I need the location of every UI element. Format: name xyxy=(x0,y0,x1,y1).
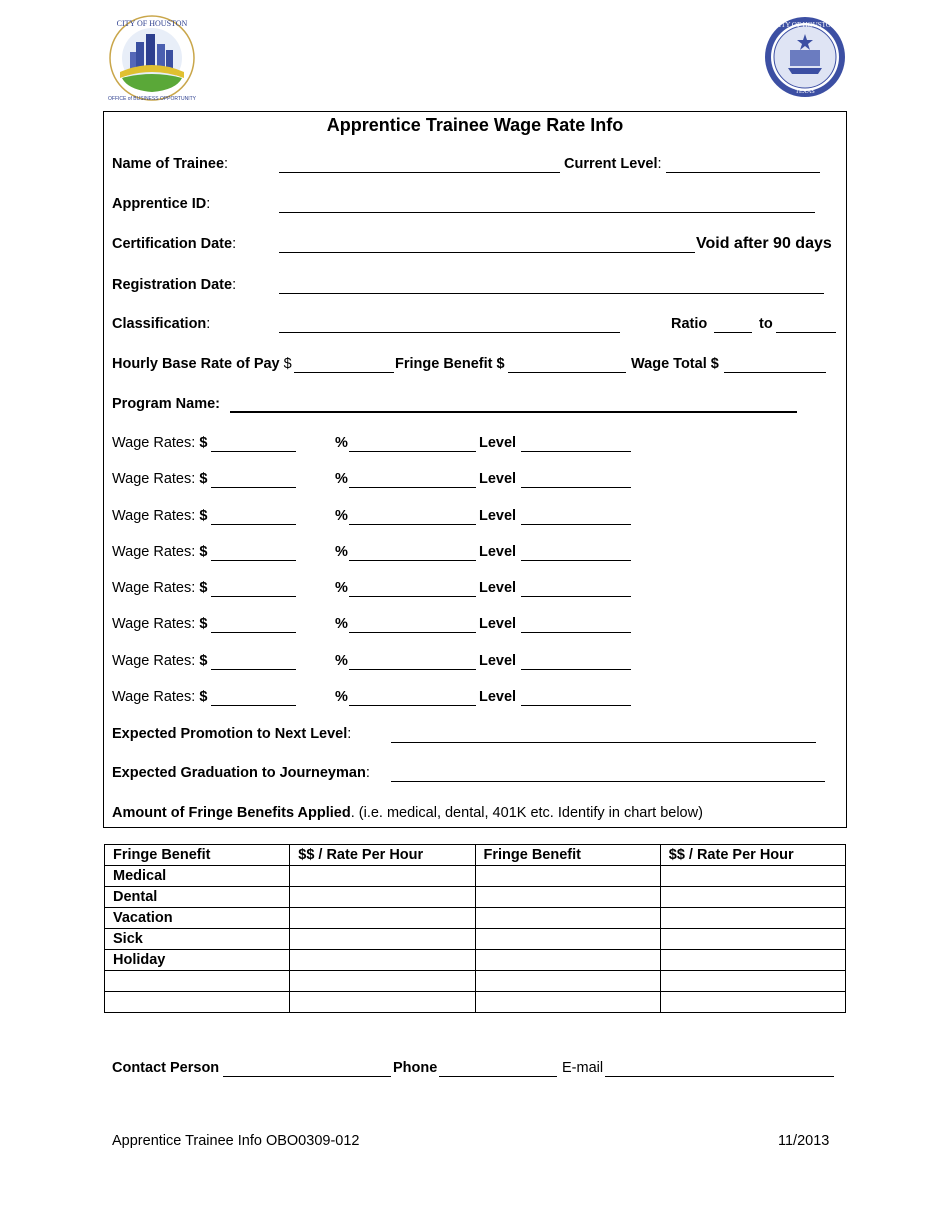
current-level-row: Current Level: xyxy=(564,156,662,172)
wage-rate-row: Wage Rates: $ % Level xyxy=(0,580,950,600)
form-date: 11/2013 xyxy=(778,1133,830,1149)
rate-cell[interactable] xyxy=(660,929,845,950)
percent-field[interactable] xyxy=(349,584,476,597)
percent-label: % xyxy=(335,471,348,487)
table-row xyxy=(105,866,846,887)
wage-rate-row: Wage Rates: $ % Level xyxy=(0,653,950,673)
rate-cell[interactable] xyxy=(660,950,845,971)
wage-rate-field[interactable] xyxy=(211,620,296,633)
apprentice-id-field[interactable] xyxy=(279,200,815,213)
form-id: Apprentice Trainee Info OBO0309-012 xyxy=(112,1133,360,1149)
ratio-to-field[interactable] xyxy=(776,320,836,333)
wage-rates-label: Wage Rates: xyxy=(112,435,196,451)
hourly-base-rate-row: Hourly Base Rate of Pay $ xyxy=(112,356,292,372)
ratio-to-label: to xyxy=(759,316,773,332)
fringe-benefit-cell[interactable] xyxy=(475,887,660,908)
certification-date-row: Certification Date: xyxy=(112,236,237,252)
program-name-field[interactable] xyxy=(230,399,797,413)
fringe-benefit-cell: Medical xyxy=(105,866,290,887)
wage-rate-field[interactable] xyxy=(211,657,296,670)
wage-rate-row: Wage Rates: $ % Level xyxy=(0,471,950,491)
percent-field[interactable] xyxy=(349,439,476,452)
svg-text:CITY OF HOUSTON: CITY OF HOUSTON xyxy=(774,21,836,29)
percent-label: % xyxy=(335,508,348,524)
rate-cell[interactable] xyxy=(660,866,845,887)
level-label: Level xyxy=(479,544,517,560)
wage-rate-field[interactable] xyxy=(211,584,296,597)
wage-rate-row: Wage Rates: $ % Level xyxy=(0,435,950,455)
percent-field[interactable] xyxy=(349,693,476,706)
percent-field[interactable] xyxy=(349,548,476,561)
level-field[interactable] xyxy=(521,548,631,561)
rate-cell[interactable] xyxy=(660,908,845,929)
wage-rate-row: Wage Rates: $ % Level xyxy=(0,544,950,564)
rate-cell[interactable] xyxy=(290,866,475,887)
classification-field[interactable] xyxy=(279,320,620,333)
form-title: Apprentice Trainee Wage Rate Info xyxy=(326,115,624,135)
wage-rate-field[interactable] xyxy=(211,439,296,452)
wage-rate-field[interactable] xyxy=(211,548,296,561)
column-header: Fringe Benefit xyxy=(105,845,290,866)
name-of-trainee-field[interactable] xyxy=(279,160,560,173)
fringe-benefit-cell[interactable] xyxy=(475,908,660,929)
percent-field[interactable] xyxy=(349,512,476,525)
level-label: Level xyxy=(479,653,517,669)
column-header: Fringe Benefit xyxy=(475,845,660,866)
column-header: $$ / Rate Per Hour xyxy=(660,845,845,866)
level-label: Level xyxy=(479,508,517,524)
current-level-field[interactable] xyxy=(666,160,820,173)
expected-promotion-field[interactable] xyxy=(391,730,816,743)
registration-date-row: Registration Date: xyxy=(112,277,237,293)
expected-graduation-field[interactable] xyxy=(391,769,825,782)
contact-row: Contact Person xyxy=(112,1060,220,1076)
rate-cell[interactable] xyxy=(660,971,845,992)
wage-rates-label: Wage Rates: xyxy=(112,689,196,705)
level-field[interactable] xyxy=(521,475,631,488)
percent-label: % xyxy=(335,435,348,451)
table-row xyxy=(105,971,846,992)
level-field[interactable] xyxy=(521,439,631,452)
level-field[interactable] xyxy=(521,620,631,633)
phone-label: Phone xyxy=(393,1060,438,1076)
wage-rates-label: Wage Rates: xyxy=(112,616,196,632)
form-frame xyxy=(103,111,847,828)
hourly-base-rate-field[interactable] xyxy=(294,360,394,373)
percent-label: % xyxy=(335,689,348,705)
percent-field[interactable] xyxy=(349,657,476,670)
wage-total-field[interactable] xyxy=(724,360,826,373)
level-label: Level xyxy=(479,580,517,596)
level-label: Level xyxy=(479,471,517,487)
program-name-label: Program Name: xyxy=(112,396,220,412)
fringe-benefit-cell: Sick xyxy=(105,929,290,950)
rate-cell[interactable] xyxy=(290,950,475,971)
level-label: Level xyxy=(479,435,517,451)
fringe-benefit-cell: Holiday xyxy=(105,950,290,971)
email-label: E-mail xyxy=(562,1060,604,1076)
fringe-benefit-table xyxy=(104,844,846,1013)
rate-cell[interactable] xyxy=(290,992,475,1013)
percent-label: % xyxy=(335,580,348,596)
wage-rate-row: Wage Rates: $ % Level xyxy=(0,689,950,709)
void-note: Void after 90 days xyxy=(696,235,832,252)
rate-cell[interactable] xyxy=(660,992,845,1013)
wage-rate-field[interactable] xyxy=(211,693,296,706)
fringe-benefit-cell[interactable] xyxy=(105,971,290,992)
wage-rate-row: Wage Rates: $ % Level xyxy=(0,508,950,528)
expected-graduation-row: Expected Graduation to Journeyman: xyxy=(112,765,370,781)
table-row xyxy=(105,992,846,1013)
column-header: $$ / Rate Per Hour xyxy=(290,845,475,866)
level-field[interactable] xyxy=(521,657,631,670)
registration-date-field[interactable] xyxy=(279,281,824,294)
wage-rates-label: Wage Rates: xyxy=(112,544,196,560)
percent-label: % xyxy=(335,616,348,632)
certification-date-field[interactable] xyxy=(279,240,695,253)
rate-cell[interactable] xyxy=(290,887,475,908)
level-field[interactable] xyxy=(521,512,631,525)
phone-field[interactable] xyxy=(439,1064,557,1077)
rate-cell[interactable] xyxy=(290,908,475,929)
fringe-benefit-label: Fringe Benefit $ xyxy=(395,356,505,372)
table-row xyxy=(105,929,846,950)
apprentice-id-row: Apprentice ID: xyxy=(112,196,211,212)
fringe-benefit-cell: Dental xyxy=(105,887,290,908)
level-label: Level xyxy=(479,616,517,632)
svg-text:OFFICE of BUSINESS OPPORTUNITY: OFFICE of BUSINESS OPPORTUNITY xyxy=(108,96,196,102)
percent-label: % xyxy=(335,653,348,669)
level-field[interactable] xyxy=(521,584,631,597)
table-row xyxy=(105,950,846,971)
classification-row: Classification: xyxy=(112,316,211,332)
wage-rates-label: Wage Rates: xyxy=(112,508,196,524)
wage-total-label: Wage Total $ xyxy=(631,356,719,372)
level-field[interactable] xyxy=(521,693,631,706)
wage-rates-label: Wage Rates: xyxy=(112,471,196,487)
fringe-benefit-cell[interactable] xyxy=(475,992,660,1013)
fringe-benefit-cell: Vacation xyxy=(105,908,290,929)
wage-rates-label: Wage Rates: xyxy=(112,653,196,669)
svg-text:TEXAS: TEXAS xyxy=(795,89,815,95)
fringe-benefit-cell[interactable] xyxy=(475,929,660,950)
rate-cell[interactable] xyxy=(290,971,475,992)
percent-field[interactable] xyxy=(349,620,476,633)
percent-label: % xyxy=(335,544,348,560)
fringe-benefits-applied-row: Amount of Fringe Benefits Applied. (i.e. medical, dental, 401K etc. Identify in chart below) xyxy=(112,805,703,821)
percent-field[interactable] xyxy=(349,475,476,488)
svg-text:CITY OF HOUSTON: CITY OF HOUSTON xyxy=(116,19,188,28)
rate-cell[interactable] xyxy=(290,929,475,950)
table-row xyxy=(105,908,846,929)
fringe-benefit-cell[interactable] xyxy=(475,971,660,992)
name-of-trainee-row: Name of Trainee: xyxy=(112,156,229,172)
level-label: Level xyxy=(479,689,517,705)
wage-rate-field[interactable] xyxy=(211,475,296,488)
fringe-benefit-cell[interactable] xyxy=(105,992,290,1013)
table-header-row xyxy=(105,845,846,866)
fringe-benefit-field[interactable] xyxy=(508,360,626,373)
fringe-benefit-cell[interactable] xyxy=(475,950,660,971)
wage-rate-field[interactable] xyxy=(211,512,296,525)
fringe-benefit-cell[interactable] xyxy=(475,866,660,887)
ratio-from-field[interactable] xyxy=(714,320,752,333)
wage-rates-label: Wage Rates: xyxy=(112,580,196,596)
city-of-houston-obo-logo xyxy=(106,14,198,102)
rate-cell[interactable] xyxy=(660,887,845,908)
city-of-houston-seal xyxy=(764,16,846,98)
ratio-label: Ratio xyxy=(671,316,708,332)
wage-rate-row: Wage Rates: $ % Level xyxy=(0,616,950,636)
table-row xyxy=(105,887,846,908)
expected-promotion-row: Expected Promotion to Next Level: xyxy=(112,726,352,742)
contact-person-field[interactable] xyxy=(223,1064,391,1077)
email-field[interactable] xyxy=(605,1064,834,1077)
